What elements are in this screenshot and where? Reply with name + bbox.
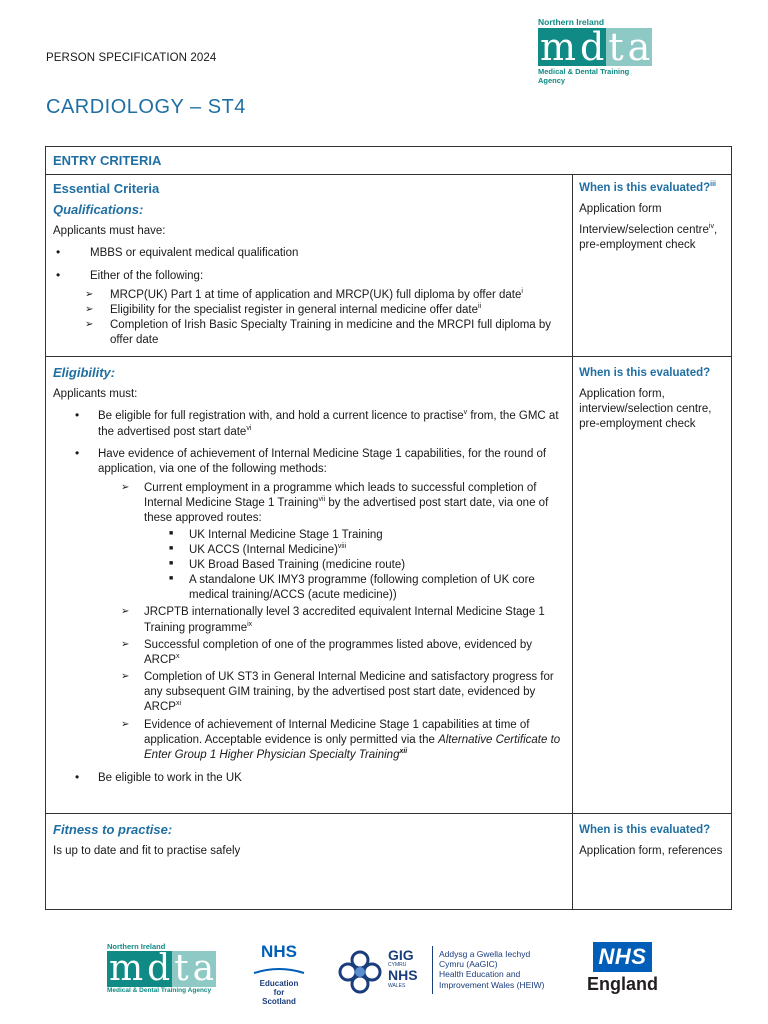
qualifications-criteria-cell <box>46 175 573 357</box>
heiw-cymru: CYMRU <box>388 962 407 968</box>
when-evaluated-label: When is this evaluated?$^{iii}$ <box>579 181 716 194</box>
entry-criteria-table <box>45 146 732 910</box>
qualifications-row <box>46 175 732 357</box>
document-title: CARDIOLOGY – ST4 <box>46 96 246 118</box>
list-item: ➢ Successful completion of one of the programmes listed above, evidenced by ARCP$^x$ <box>53 638 565 668</box>
list-item: • Be eligible for full registration with, and hold a current licence to practise$^v$ from, the GMC at the advertised post start date$^{vi}$ <box>53 409 565 439</box>
footer-logos <box>0 940 768 1006</box>
nhs-scotland-line: Education <box>259 979 299 988</box>
mdta-logo-letter: d <box>580 25 605 69</box>
evaluation-method: Application form, references <box>579 844 723 857</box>
nhs-england-wordmark: NHS <box>593 942 653 972</box>
mdta-logo-wordmark <box>107 948 225 989</box>
mdta-logo-wordmark <box>538 25 652 69</box>
list-item: • Either of the following: <box>53 269 565 284</box>
list-item: ➢ MRCP(UK) Part 1 at time of application and MRCP(UK) full diploma by offer date$^i$ <box>53 288 565 303</box>
fitness-evaluation-cell <box>573 814 732 910</box>
fitness-row <box>46 814 732 910</box>
mdta-logo-letter: d <box>147 948 171 989</box>
nhs-england-logo <box>585 942 660 995</box>
heiw-logo <box>334 946 566 996</box>
when-evaluated-label: When is this evaluated? <box>579 824 711 836</box>
eligibility-row <box>46 357 732 814</box>
footer-mdta-logo <box>107 942 225 994</box>
welsh-dragon-knot-icon <box>334 946 386 996</box>
eligibility-evaluation-cell <box>573 357 732 814</box>
list-item: ➢ Evidence of achievement of Internal Medicine Stage 1 capabilities at time of application. Acceptable evidence is only permitted via the Alternative Certificate to Enter Group 1 Higher Physician Specialty Training$^{xii}$ <box>53 718 565 764</box>
qualifications-heading: Qualifications: <box>53 202 144 218</box>
entry-criteria-heading: ENTRY CRITERIA <box>46 147 732 175</box>
fitness-text: Is up to date and fit to practise safely <box>53 845 241 858</box>
list-item: ➢ Current employment in a programme which leads to successful completion of Internal Medicine Stage 1 Training$^{vii}$ by the advertised post start date, via one of these approved routes: ■ UK Internal Medicine Stage 1 Training ■ UK ACCS (Internal Medicine)$^{viii}$ ■ UK Broad Based Training (medicine route) ■ A standalone UK IMY3 programme (following completion of UK core medical training/ACCS (acute medicine)) <box>53 481 565 603</box>
mdta-logo-region: Northern Ireland <box>538 17 605 27</box>
qualifications-lead: Applicants must have: <box>53 225 166 238</box>
mdta-logo-name: Medical & Dental Training Agency <box>107 987 212 994</box>
list-item: ➢ Completion of Irish Basic Specialty Training in medicine and the MRCPI full diploma by offer date <box>53 318 565 348</box>
mdta-logo-letter: m <box>109 948 144 989</box>
heiw-welsh-name: Addysg a Gwella Iechyd Cymru (AaGIC) Health Education and Improvement Wales (HEIW) <box>439 949 545 990</box>
mdta-logo-name: Medical & Dental Training Agency <box>538 67 630 85</box>
list-item: ■ A standalone UK IMY3 programme (following completion of UK core medical training/ACCS (acute medicine)) <box>144 573 565 603</box>
list-item: ➢ Eligibility for the specialist register in general internal medicine offer date$^{ii}$ <box>53 303 565 318</box>
list-item: ➢ JRCPTB internationally level 3 accredited equivalent Internal Medicine Stage 1 Training programme$^{ix}$ <box>53 605 565 635</box>
eligibility-lead: Applicants must: <box>53 388 138 401</box>
nhs-england-name: England <box>587 974 658 994</box>
heiw-gig: GIG <box>388 947 414 963</box>
fitness-criteria-cell <box>46 814 573 910</box>
nhs-education-scotland-logo <box>250 942 308 1006</box>
list-item: • Be eligible to work in the UK <box>53 771 565 786</box>
mdta-logo-letter: m <box>540 25 577 69</box>
nhs-scotland-wordmark: NHS <box>261 942 297 961</box>
list-item: ■ UK Internal Medicine Stage 1 Training <box>144 528 565 543</box>
mdta-logo-letter: t <box>174 948 189 989</box>
eligibility-criteria-cell <box>46 357 573 814</box>
essential-criteria-heading: Essential Criteria <box>53 181 160 196</box>
heiw-divider <box>432 946 433 994</box>
evaluation-method: Interview/selection centre$^{iv}$, pre-employment check <box>579 223 718 251</box>
heiw-wales: WALES <box>388 983 406 989</box>
eligibility-heading: Eligibility: <box>53 365 116 380</box>
nhs-scotland-line: for <box>273 987 285 997</box>
mdta-logo <box>538 17 652 85</box>
nhs-scotland-line: Scotland <box>262 996 296 1006</box>
mdta-logo-region: Northern Ireland <box>107 942 166 951</box>
list-item: • Have evidence of achievement of Internal Medicine Stage 1 capabilities, for the round of application, via one of the following methods: ➢ Current employment in a programme which leads to successful completion of Internal Medicine Stage 1 Training$^{vii}$ by the advertised post start date, via one of these approved routes: ■ UK Internal Medicine Stage 1 Training ■ UK ACCS (Internal Medicine)$^{viii}$ ■ UK Broad Based Training (medicine route) ■ A standalone UK IMY3 programme (following completion of UK core medical training/ACCS (acute medicine)) ➢ JRCPTB internationally level 3 accredited equivalent Internal Medicine Stage 1 Training programme$^{ix}$ ➢ Successful completion of one of the programmes listed above, evidenced by ARCP$^x$ ➢ Completion of UK ST3 in General Internal Medicine and satisfactory progress for any subsequent GIM training, by the advertised post start date, evidenced by ARCP$^{xi}$ ➢ Evidence of achievement of Internal Medicine Stage 1 capabilities at time of application. Acceptable evidence is only permitted via the Alternative Certificate to Enter Group 1 Higher Physician Specialty Training$^{xii}$ <box>53 447 565 763</box>
mdta-logo-letter: a <box>627 25 651 69</box>
when-evaluated-label: When is this evaluated? <box>579 367 711 379</box>
list-item: ■ UK ACCS (Internal Medicine)$^{viii}$ <box>144 543 565 558</box>
nhs-scotland-swoosh-icon <box>250 967 308 975</box>
list-item: • MBBS or equivalent medical qualification <box>53 246 565 261</box>
qualifications-evaluation-cell <box>573 175 732 357</box>
mdta-logo-letter: a <box>192 948 215 989</box>
document-header-label: PERSON SPECIFICATION 2024 <box>46 52 217 64</box>
heiw-nhs: NHS <box>388 967 418 983</box>
mdta-logo-letter: t <box>608 25 624 69</box>
evaluation-method: Application form <box>579 202 662 215</box>
fitness-heading: Fitness to practise: <box>53 822 173 837</box>
list-item: ■ UK Broad Based Training (medicine route) <box>144 558 565 573</box>
list-item: ➢ Completion of UK ST3 in General Internal Medicine and satisfactory progress for any subsequent GIM training, by the advertised post start date, evidenced by ARCP$^{xi}$ <box>53 670 565 716</box>
evaluation-method: Application form, interview/selection centre, pre-employment check <box>579 387 712 430</box>
